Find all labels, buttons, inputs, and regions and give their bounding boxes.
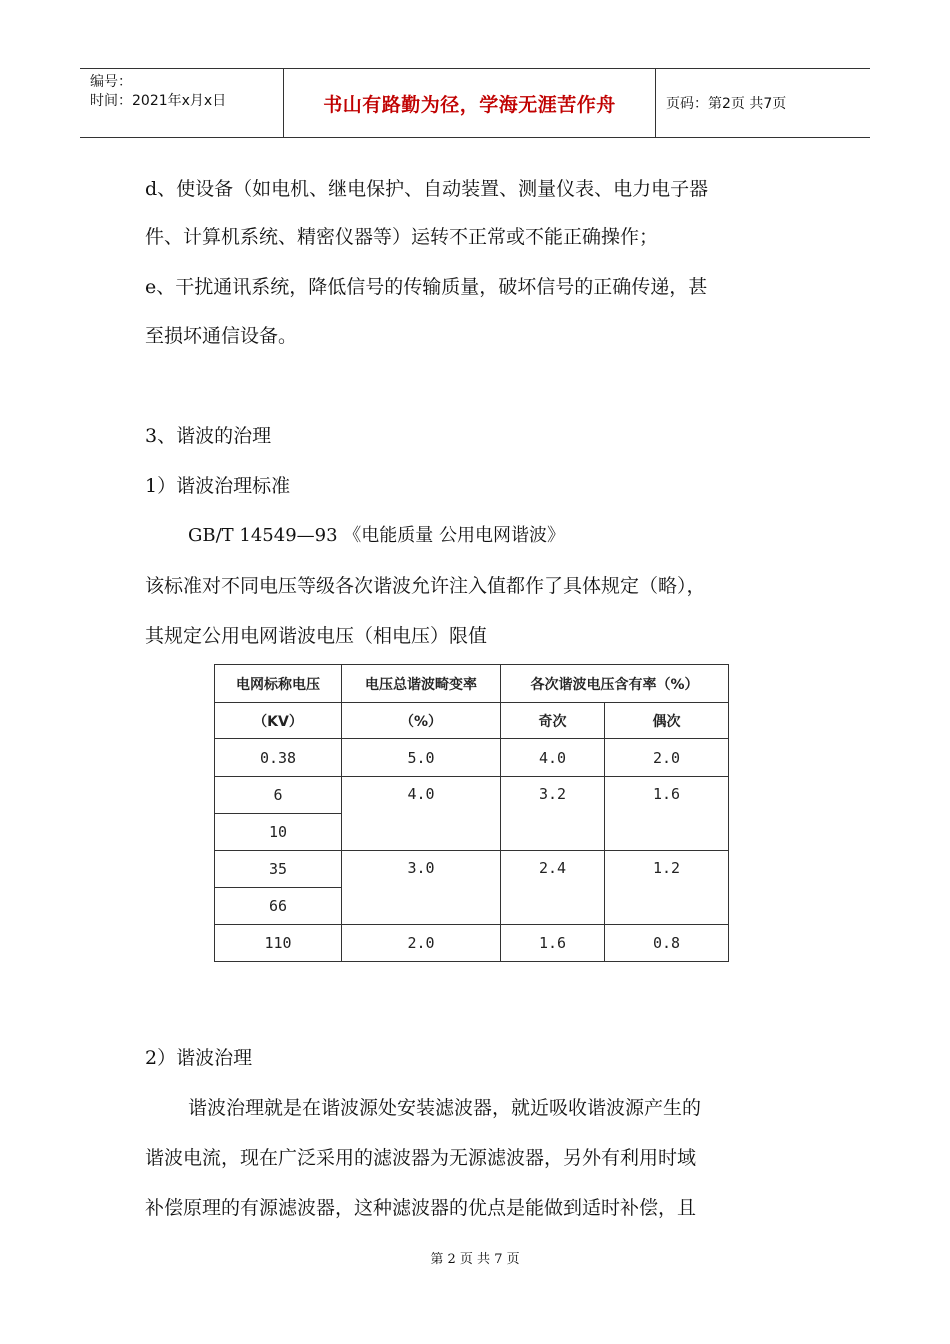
cell-odd: 1.6 <box>501 925 605 962</box>
table-row <box>215 777 729 814</box>
cell-even: 1.2 <box>605 851 729 925</box>
header-even: 偶次 <box>605 703 729 739</box>
cell-odd: 2.4 <box>501 851 605 925</box>
cell-voltage: 66 <box>215 888 342 925</box>
header-page-number: 页码：第2页 共7页 <box>666 96 787 112</box>
header-harmonic-content: 各次谐波电压含有率（%） <box>501 665 729 703</box>
harmonic-limits-table <box>214 664 729 962</box>
cell-voltage: 10 <box>215 814 342 851</box>
cell-thd: 4.0 <box>342 777 501 851</box>
header-voltage-unit: （KV） <box>215 703 342 739</box>
body-line-d2: 件、计算机系统、精密仪器等）运转不正常或不能正确操作； <box>145 226 659 248</box>
table-row <box>215 925 729 962</box>
cell-thd: 3.0 <box>342 851 501 925</box>
header-info <box>80 69 283 137</box>
header-motto-cell <box>283 69 656 137</box>
cell-even: 0.8 <box>605 925 729 962</box>
cell-voltage: 35 <box>215 851 342 888</box>
cell-even: 2.0 <box>605 739 729 777</box>
cell-odd: 4.0 <box>501 739 605 777</box>
header-motto: 书山有路勤为径，学海无涯苦作舟 <box>323 93 616 116</box>
body-paragraph-line-3: 补偿原理的有源滤波器，这种滤波器的优点是能做到适时补偿，且 <box>145 1197 697 1219</box>
standard-description-1: 该标准对不同电压等级各次谐波允许注入值都作了具体规定（略）， <box>145 575 706 597</box>
page-header <box>80 68 870 138</box>
cell-voltage: 110 <box>215 925 342 962</box>
page-footer: 第 2 页 共 7 页 <box>430 1252 520 1267</box>
section-heading-3: 3、谐波的治理 <box>145 425 272 447</box>
header-page-cell <box>656 69 870 137</box>
cell-thd: 5.0 <box>342 739 501 777</box>
header-voltage: 电网标称电压 <box>215 665 342 703</box>
standard-description-2: 其规定公用电网谐波电压（相电压）限值 <box>145 625 488 647</box>
cell-thd: 2.0 <box>342 925 501 962</box>
body-paragraph-line-1: 谐波治理就是在谐波源处安装滤波器，就近吸收谐波源产生的 <box>188 1097 702 1119</box>
body-line-d1: d、使设备（如电机、继电保护、自动装置、测量仪表、电力电子器 <box>145 178 709 200</box>
cell-voltage: 0.38 <box>215 739 342 777</box>
body-paragraph-line-2: 谐波电流，现在广泛采用的滤波器为无源滤波器，另外有利用时域 <box>145 1147 697 1169</box>
header-thd-unit: （%） <box>342 703 501 739</box>
body-line-e1: e、干扰通讯系统，降低信号的传输质量，破坏信号的正确传递，甚 <box>145 276 708 298</box>
header-odd: 奇次 <box>501 703 605 739</box>
document-number-label: 编号： <box>90 74 132 90</box>
subheading-2: 2）谐波治理 <box>145 1047 253 1069</box>
body-line-e2: 至损坏通信设备。 <box>145 325 298 347</box>
header-thd: 电压总谐波畸变率 <box>342 665 501 703</box>
document-date-label: 时间：2021年x月x日 <box>90 93 227 109</box>
cell-voltage: 6 <box>215 777 342 814</box>
subheading-1: 1）谐波治理标准 <box>145 475 291 497</box>
cell-even: 1.6 <box>605 777 729 851</box>
table-row <box>215 851 729 888</box>
cell-odd: 3.2 <box>501 777 605 851</box>
table-row <box>215 739 729 777</box>
standard-reference: GB/T 14549—93 《电能质量 公用电网谐波》 <box>188 525 566 546</box>
